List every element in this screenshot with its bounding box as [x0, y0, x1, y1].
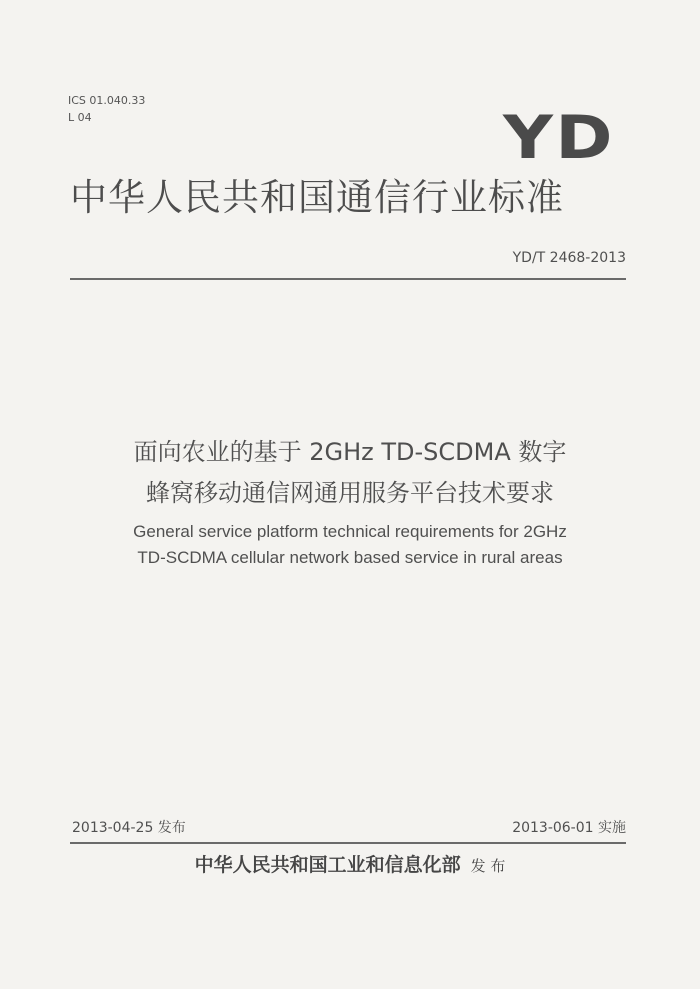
- yd-logo: YD: [503, 103, 615, 173]
- top-divider: [70, 278, 626, 280]
- issuer-organization: 中华人民共和国工业和信息化部: [194, 854, 461, 876]
- issuer-action: 发 布: [470, 857, 506, 875]
- document-title-en-line1: General service platform technical requirements for 2GHz: [133, 522, 567, 541]
- document-title-en-line2: TD-SCDMA cellular network based service in rural areas: [137, 548, 563, 567]
- document-title-zh-line1: 面向农业的基于 2GHz TD-SCDMA 数字: [133, 438, 567, 466]
- document-title-zh-line2: 蜂窝移动通信网通用服务平台技术要求: [146, 479, 554, 507]
- bottom-divider: [70, 842, 626, 844]
- standard-number: YD/T 2468-2013: [512, 250, 626, 266]
- ics-code: ICS 01.040.33: [68, 94, 146, 107]
- standard-category-title: 中华人民共和国通信行业标准: [70, 176, 564, 219]
- classification-block: [68, 92, 145, 126]
- category-code: L 04: [68, 111, 92, 124]
- issue-date: 2013-04-25 发布: [72, 820, 186, 836]
- implementation-date: 2013-06-01 实施: [512, 820, 626, 836]
- issuer-line: [0, 850, 700, 877]
